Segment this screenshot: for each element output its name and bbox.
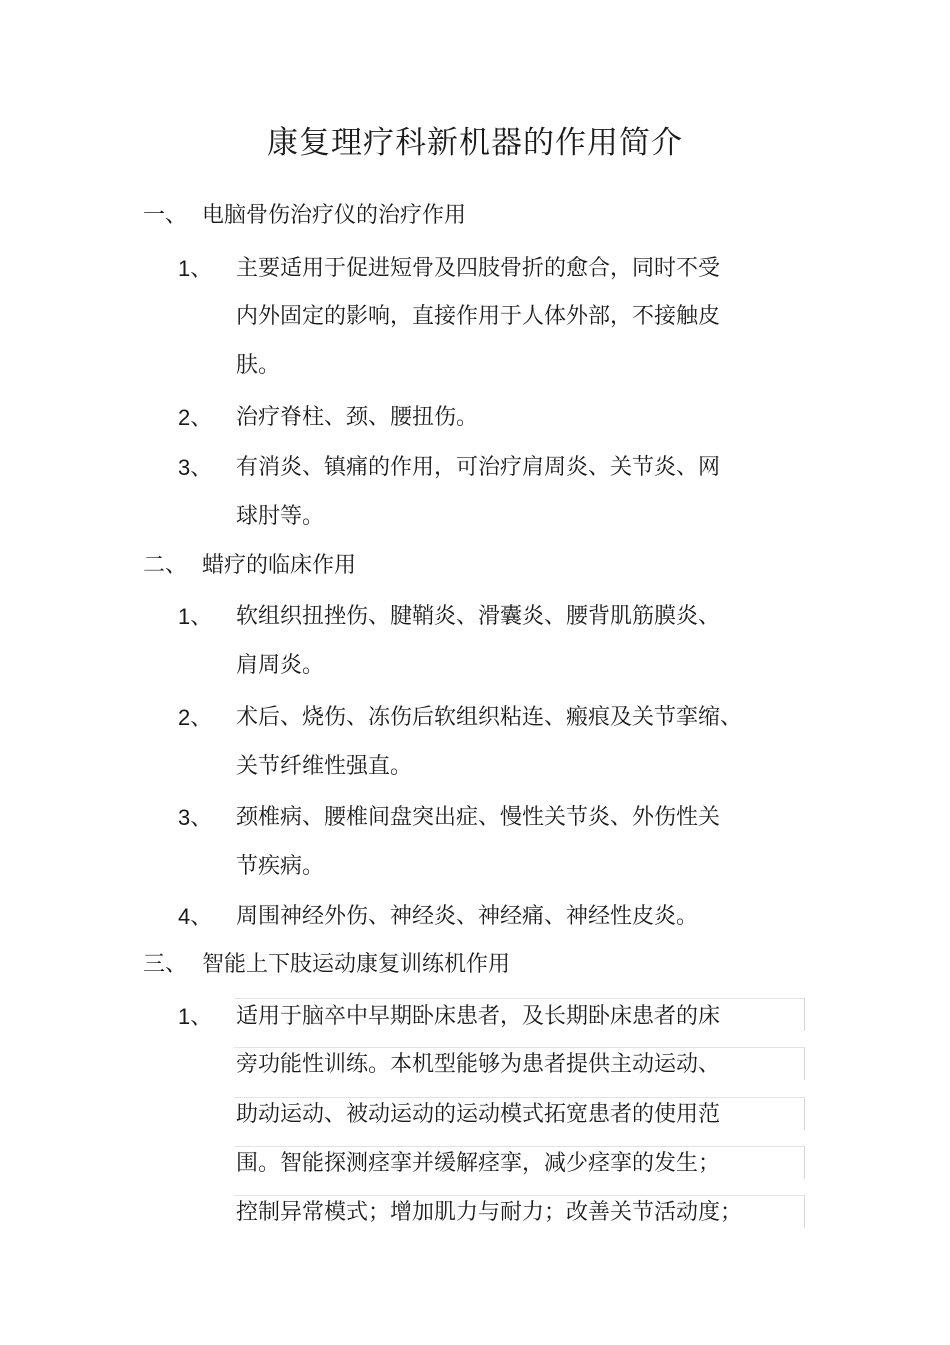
item-text-line: 助动运动、被动运动的运动模式拓宽患者的使用范 bbox=[236, 1102, 721, 1127]
item-text-line: 内外固定的影响，直接作用于人体外部，不接触皮 bbox=[236, 304, 721, 329]
item-text-line: 旁功能性训练。本机型能够为患者提供主动运动、 bbox=[236, 1052, 721, 1077]
item-text-line: 周围神经外伤、神经炎、神经痛、神经性皮炎。 bbox=[236, 904, 699, 929]
section-title: 蜡疗的临床作用 bbox=[202, 553, 357, 578]
item-number: 2、 bbox=[178, 705, 213, 730]
item-text-line: 节疾病。 bbox=[236, 854, 325, 879]
item-number: 1、 bbox=[178, 1004, 213, 1029]
item-number: 4、 bbox=[178, 904, 213, 929]
item-number: 1、 bbox=[178, 604, 213, 629]
item-number: 3、 bbox=[178, 805, 213, 830]
section-title: 电脑骨伤治疗仪的治疗作用 bbox=[202, 203, 467, 228]
section-title: 智能上下肢运动康复训练机作用 bbox=[202, 952, 511, 977]
item-text-line: 有消炎、镇痛的作用，可治疗肩周炎、关节炎、网 bbox=[236, 455, 721, 480]
item-number: 1、 bbox=[178, 256, 213, 281]
section-number: 二、 bbox=[143, 553, 188, 578]
item-number: 2、 bbox=[178, 405, 213, 430]
item-text-line: 肤。 bbox=[236, 353, 281, 378]
item-text-line: 球肘等。 bbox=[236, 504, 325, 529]
item-text-line: 肩周炎。 bbox=[236, 653, 325, 678]
item-text-line: 治疗脊柱、颈、腰扭伤。 bbox=[236, 405, 479, 430]
item-text-line: 软组织扭挫伤、腱鞘炎、滑囊炎、腰背肌筋膜炎、 bbox=[236, 604, 721, 629]
section-number: 一、 bbox=[143, 203, 188, 228]
section-number: 三、 bbox=[143, 952, 188, 977]
item-text-line: 关节纤维性强直。 bbox=[236, 754, 413, 779]
item-text-line: 适用于脑卒中早期卧床患者，及长期卧床患者的床 bbox=[236, 1004, 721, 1029]
item-number: 3、 bbox=[178, 455, 213, 480]
item-text-line: 颈椎病、腰椎间盘突出症、慢性关节炎、外伤性关 bbox=[236, 805, 721, 830]
item-text-line: 围。智能探测痉挛并缓解痉挛，减少痉挛的发生； bbox=[236, 1151, 721, 1176]
item-text-line: 主要适用于促进短骨及四肢骨折的愈合，同时不受 bbox=[236, 256, 721, 281]
item-text-line: 控制异常模式；增加肌力与耐力；改善关节活动度； bbox=[236, 1200, 743, 1225]
item-text-line: 术后、烧伤、冻伤后软组织粘连、瘢痕及关节挛缩、 bbox=[236, 705, 743, 730]
document-title: 康复理疗科新机器的作用简介 bbox=[267, 125, 683, 161]
